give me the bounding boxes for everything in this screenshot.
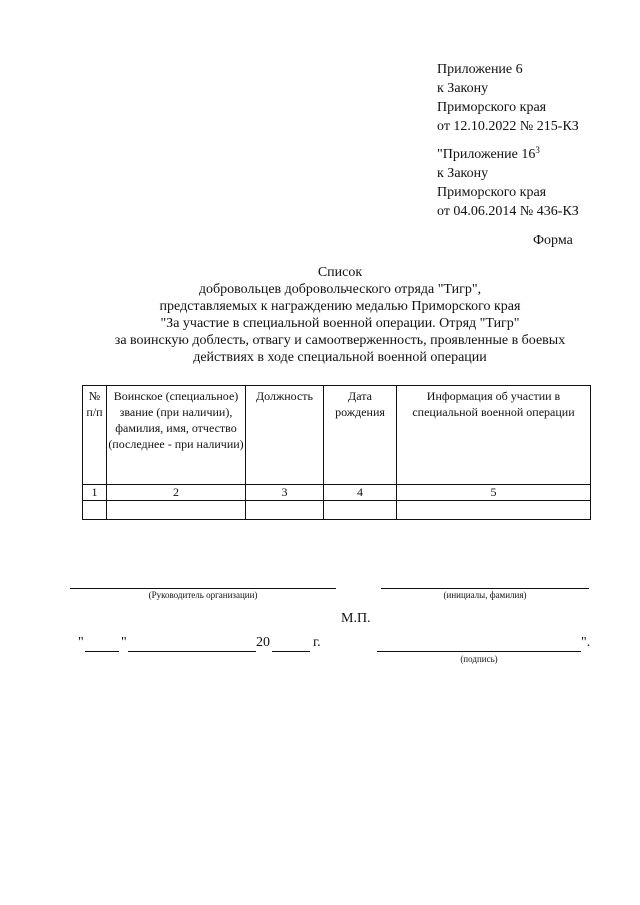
- heading-line6: действиях в ходе специальной военной операции: [193, 350, 487, 365]
- heading-line5: за воинскую доблесть, отвагу и самоотверженность, проявленные в боевых: [114, 333, 566, 348]
- signature-caption: (подпись): [460, 654, 498, 664]
- heading-line2: добровольцев добровольческого отряда "Тигр",: [198, 282, 482, 297]
- appendix-current-law: [437, 60, 579, 136]
- date-year-suffix: г.: [313, 635, 321, 650]
- date-year-line[interactable]: [272, 651, 310, 652]
- table-cell[interactable]: [397, 501, 591, 520]
- header-name: Воинское (специальное) звание (при наличии), фамилия, имя, отчество (последнее - при наличии): [107, 386, 246, 485]
- initials-caption: (инициалы, фамилия): [443, 590, 527, 600]
- appendix-current-line3: Приморского края: [437, 100, 547, 115]
- heading-line3: представляемых к награждению медалью Приморского края: [159, 299, 521, 314]
- date-month-line[interactable]: [128, 651, 256, 652]
- stamp-label: М.П.: [341, 611, 371, 626]
- column-number-2: 2: [107, 485, 246, 501]
- signature-end-quote: ".: [581, 635, 591, 650]
- column-number-4: 4: [324, 485, 397, 501]
- date-close-quote: ": [121, 635, 127, 650]
- table-cell[interactable]: [83, 501, 107, 520]
- volunteers-table: [82, 385, 591, 520]
- heading-line4: "За участие в специальной военной операции. Отряд "Тигр": [160, 316, 520, 331]
- signature-line[interactable]: [377, 651, 581, 652]
- table-cell[interactable]: [246, 501, 324, 520]
- date-year-prefix: 20: [256, 635, 270, 650]
- appendix-original-law: [437, 145, 579, 221]
- appendix-original-superscript: 3: [535, 145, 540, 155]
- header-number: № п/п: [83, 386, 107, 485]
- head-caption: (Руководитель организации): [148, 590, 258, 600]
- table-header-row: [83, 386, 591, 485]
- initials-line[interactable]: [381, 588, 589, 589]
- appendix-original-line1: "Приложение 16: [437, 147, 536, 162]
- column-number-3: 3: [246, 485, 324, 501]
- header-operation-info: Информация об участии в специальной военной операции: [397, 386, 591, 485]
- table-number-row: [83, 485, 591, 501]
- date-open-quote: ": [78, 635, 84, 650]
- table-row: [83, 501, 591, 520]
- column-number-5: 5: [397, 485, 591, 501]
- header-birth-date: Дата рождения: [324, 386, 397, 485]
- table-cell[interactable]: [107, 501, 246, 520]
- column-number-1: 1: [83, 485, 107, 501]
- document-heading: [60, 264, 620, 366]
- appendix-original-line4: от 04.06.2014 № 436-КЗ: [437, 204, 579, 219]
- appendix-original-line1-wrap: [437, 145, 579, 164]
- appendix-current-line2: к Закону: [437, 81, 489, 96]
- appendix-current-line4: от 12.10.2022 № 215-КЗ: [437, 119, 579, 134]
- header-position: Должность: [246, 386, 324, 485]
- head-signature-line[interactable]: [70, 588, 336, 589]
- appendix-current-line1: Приложение 6: [437, 62, 523, 77]
- heading-title: Список: [317, 265, 363, 280]
- table-cell[interactable]: [324, 501, 397, 520]
- form-label: Форма: [533, 233, 573, 248]
- appendix-original-line2: к Закону: [437, 166, 489, 181]
- date-day-line[interactable]: [85, 651, 119, 652]
- appendix-original-line3: Приморского края: [437, 185, 547, 200]
